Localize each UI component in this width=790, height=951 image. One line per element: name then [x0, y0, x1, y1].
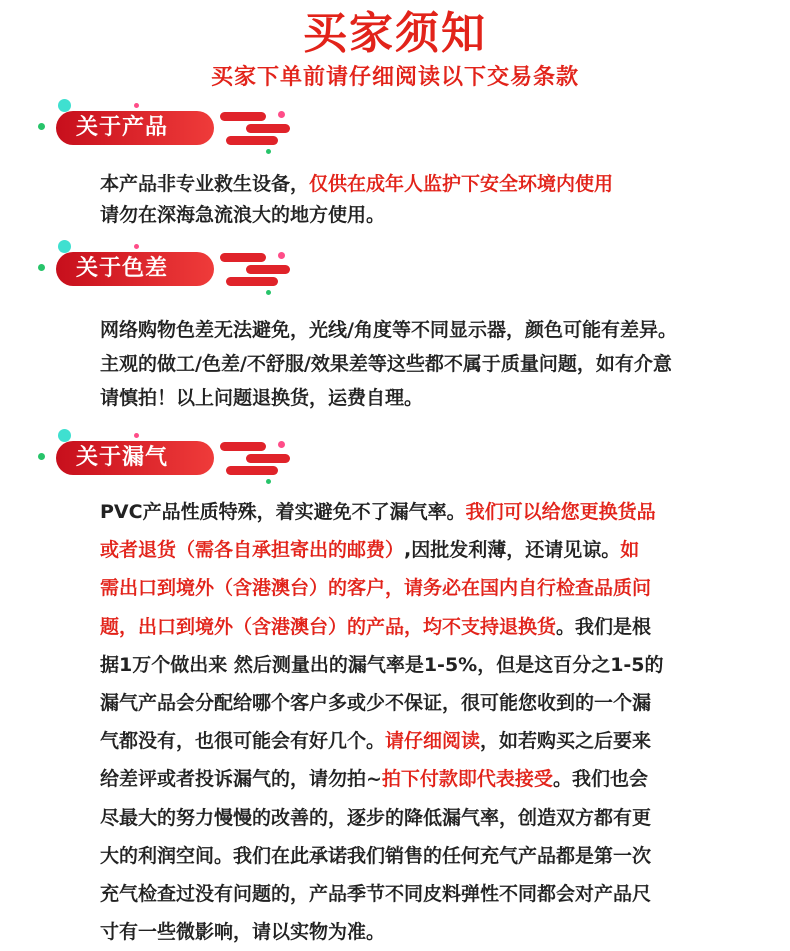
text-segment: ，如若购买之后要来 [480, 730, 652, 753]
paragraph-line [100, 200, 613, 231]
paragraph-line [100, 381, 677, 415]
text-segment: 气都没有，也很可能会有好几个。 [100, 730, 386, 753]
text-segment: 大的利润空间。我们在此承诺我们销售的任何充气产品都是第一次 [100, 844, 652, 867]
section-banner-color [30, 238, 310, 300]
text-segment: 给差评或者投诉漏气的，请勿拍~ [100, 768, 382, 791]
text-segment: 。我们也会 [552, 768, 648, 791]
decorative-bar [246, 265, 290, 274]
text-segment: 网络购物色差无法避免，光线/角度等不同显示器，颜色可能有差异。 [100, 319, 677, 341]
decorative-bar [246, 124, 290, 133]
text-segment: PVC产品性质特殊，着实避免不了漏气率。 [100, 501, 466, 523]
section-heading: 关于漏气 [76, 445, 169, 470]
text-segment-highlight: 仅供在成年人监护下安全环境内使用 [309, 173, 614, 195]
paragraph-line [100, 684, 664, 722]
section-body-color [100, 313, 677, 415]
text-segment: 请勿在深海急流浪大的地方使用。 [100, 204, 386, 226]
decorative-dot [134, 433, 139, 438]
decorative-bar [220, 253, 266, 262]
decorative-bar [220, 442, 266, 451]
paragraph-line [100, 913, 664, 951]
text-segment-highlight: 我们可以给您更换货品 [465, 501, 656, 523]
text-segment: 漏气产品会分配给哪个客户多或少不保证，很可能您收到的一个漏 [100, 692, 652, 715]
paragraph-line [100, 875, 664, 913]
text-segment-highlight: 或者退货（需各自承担寄出的邮费） [100, 539, 405, 562]
decorative-dot [134, 103, 139, 108]
text-segment-highlight: 拍下付款即代表接受 [381, 768, 553, 791]
decorative-dot [266, 479, 271, 484]
paragraph-line [100, 569, 664, 607]
decorative-dot [278, 252, 285, 259]
text-segment: 本产品非专业救生设备， [100, 173, 310, 195]
decorative-bar [246, 454, 290, 463]
decorative-bar [226, 136, 278, 145]
text-segment-highlight: 需出口到境外（含港澳台）的客户，请务必在国内自行检查品质问 [100, 577, 652, 600]
text-segment: 请慎拍！以上问题退换货，运费自理。 [100, 387, 424, 409]
text-segment: 主观的做工/色差/不舒服/效果差等这些都不属于质量问题，如有介意 [100, 353, 672, 375]
paragraph-line [100, 722, 664, 760]
decorative-dot [266, 290, 271, 295]
section-banner-leak [30, 427, 310, 489]
text-segment-highlight: 如 [620, 539, 640, 562]
text-segment: ,因批发利薄，还请见谅。 [404, 539, 621, 562]
section-body-product [100, 169, 613, 231]
decorative-dot [58, 240, 71, 253]
paragraph-line [100, 313, 677, 347]
paragraph-line [100, 347, 677, 381]
decorative-dot [58, 99, 71, 112]
decorative-dot [266, 149, 271, 154]
paragraph-line [100, 531, 664, 569]
decorative-dot [38, 123, 45, 130]
paragraph-line [100, 646, 664, 684]
paragraph-line [100, 169, 613, 200]
text-segment: 。我们是根 [556, 615, 652, 638]
paragraph-line [100, 799, 664, 837]
text-segment: 寸有一些微影响，请以实物为准。 [100, 921, 386, 944]
text-segment: 尽最大的努力慢慢的改善的，逐步的降低漏气率，创造双方都有更 [100, 806, 652, 829]
text-segment: 据1万个做出来 然后测量出的漏气率是1-5%，但是这百分之1-5的 [100, 653, 664, 676]
decorative-bar [220, 112, 266, 121]
paragraph-line [100, 837, 664, 875]
paragraph-line [100, 760, 664, 798]
decorative-dot [278, 441, 285, 448]
decorative-dot [58, 429, 71, 442]
page-subtitle: 买家下单前请仔细阅读以下交易条款 [210, 65, 579, 90]
section-heading: 关于色差 [76, 256, 169, 281]
text-segment: 充气检查过没有问题的，产品季节不同皮料弹性不同都会对产品尺 [100, 883, 652, 906]
decorative-dot [38, 453, 45, 460]
decorative-dot [278, 111, 285, 118]
section-heading: 关于产品 [76, 115, 169, 140]
section-banner-product [30, 97, 310, 159]
text-segment-highlight: 题，出口到境外（含港澳台）的产品，均不支持退换货 [100, 615, 557, 638]
decorative-bar [226, 466, 278, 475]
decorative-dot [134, 244, 139, 249]
page-title: 买家须知 [303, 8, 487, 59]
paragraph-line [100, 493, 664, 531]
decorative-dot [38, 264, 45, 271]
decorative-bar [226, 277, 278, 286]
text-segment-highlight: 请仔细阅读 [385, 730, 481, 753]
section-body-leak [100, 493, 664, 951]
paragraph-line [100, 608, 664, 646]
